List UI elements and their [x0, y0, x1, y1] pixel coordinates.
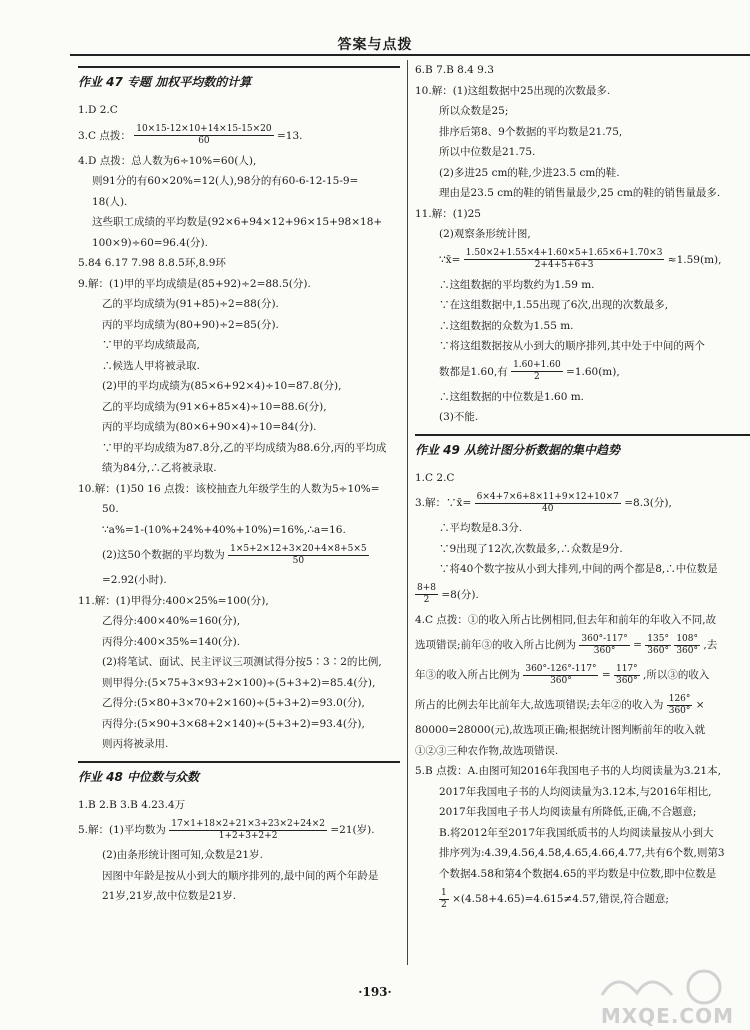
answer-line: ①②③三种农作物,故选项错误. — [415, 744, 559, 757]
answer-line: ∵在这组数据中,1.55出现了6次,出现的次数最多, — [439, 299, 669, 311]
answer-line: 1.B 2.B 3.B 4.23.4万 — [78, 798, 186, 811]
answer-line: 4.C 点拨：①的收入所占比例相同,但去年和前年的年收入不同,故 — [415, 613, 717, 626]
fraction — [674, 634, 700, 657]
answer-line: 11.解：(1)甲得分:400×25%=100(分), — [78, 594, 269, 607]
answer-line — [415, 245, 750, 275]
text: =1.60(m), — [566, 365, 620, 378]
answer-line: 9.解：(1)甲的平均成绩是(85+92)÷2=88.5(分). — [78, 277, 311, 290]
answer-line: ∴这组数据的众数为1.55 m. — [439, 319, 574, 332]
watermark-text: MXQE.COM — [600, 1004, 734, 1028]
answer-line: 乙得分:(5×80+3×70+2×160)÷(5+3+2)=93.0(分), — [102, 697, 365, 709]
answer-line: ∴这组数据的平均数约为1.59 m. — [439, 278, 595, 291]
numerator: 126° — [668, 693, 691, 704]
answer-line: (2)观察条形统计图, — [439, 228, 531, 240]
section-title-47: 作业 47 专题 加权平均数的计算 — [78, 66, 400, 94]
text: = — [633, 639, 642, 651]
text: =21(岁). — [330, 824, 375, 836]
answer-line: 所以中位数是21.75. — [439, 146, 536, 158]
answer-line: ∴这组数据的中位数是1.60 m. — [439, 390, 585, 403]
answer-line: ∵甲的平均成绩为87.8分,乙的平均成绩为88.6分,丙的平均成 — [102, 441, 387, 454]
answer-line: 乙得分:400×40%=160(分), — [102, 615, 241, 627]
answer-line: (3)不能. — [439, 411, 479, 423]
fraction — [645, 634, 671, 657]
numerator: 360°-117° — [581, 633, 628, 644]
answer-line — [415, 884, 750, 914]
denominator: 2 — [534, 372, 540, 382]
answer-line: 11.解：(1)25 — [415, 207, 481, 220]
answer-line — [415, 580, 750, 610]
answer-line: 丙的平均成绩为(80+90)÷2=85(分). — [102, 318, 279, 331]
text: 3.解：∵x̄= — [415, 497, 472, 509]
answer-line: (2)将笔试、面试、民主评议三项测试得分按5∶3∶2的比例, — [102, 656, 382, 668]
answer-line: 1.D 2.C — [78, 104, 118, 116]
answer-line: ∴平均数是8.3分. — [439, 522, 523, 534]
answer-line: 则91分的有60×20%=12(人),98分的有60-6-12-15-9= — [92, 175, 359, 187]
answer-line: 则丙将被录用. — [102, 738, 169, 750]
denominator: 360° — [647, 645, 669, 656]
section-title-49: 作业 49 从统计图分析数据的集中趋势 — [415, 434, 750, 462]
fraction — [667, 694, 693, 717]
answer-line: 则甲得分:(5×75+3×93+2×100)÷(5+3+2)=85.4(分), — [102, 676, 376, 689]
denominator: 360° — [615, 675, 638, 686]
answer-line — [78, 815, 400, 845]
denominator: 2 — [441, 899, 447, 910]
answer-line — [415, 357, 750, 387]
text: 数都是1.60,有 — [439, 365, 508, 378]
answer-line: 所以众数是25; — [439, 105, 509, 117]
answer-line: (2)多进25 cm的鞋,少进23.5 cm的鞋. — [439, 166, 620, 179]
denominator: 40 — [542, 503, 554, 514]
answer-line: (2)甲的平均成绩为(85×6+92×4)÷10=87.8(分), — [102, 380, 342, 392]
fraction — [169, 819, 327, 842]
denominator: 60 — [198, 136, 210, 146]
answer-line: 10.解：(1)这组数据中25出现的次数最多. — [415, 84, 611, 97]
numerator: 10×15-12×10+14×15-15×20 — [136, 124, 272, 134]
answer-line: 80000=28000(元),故选项正确;根据统计图判断前年的收入就 — [415, 724, 706, 736]
answer-line: 18(人). — [92, 195, 128, 208]
answer-line: ∵9出现了12次,次数最多,∴众数是9分. — [439, 542, 623, 555]
text: 3.C 点拨： — [78, 129, 131, 142]
answer-line: ∵将40个数字按从小到大排列,中间的两个都是8,∴中位数是 — [439, 563, 718, 575]
answer-line: 个数据4.58和第4个数据4.65的平均数是中位数,即中位数是 — [439, 867, 717, 880]
fraction — [415, 583, 438, 606]
text: 5.解：(1)平均数为 — [78, 824, 166, 836]
answer-line: 丙的平均成绩为(80×6+90×4)÷10=84(分). — [102, 421, 317, 433]
numerator: 117° — [615, 663, 638, 674]
numerator: 6×4+7×6+8×11+9×12+10×7 — [476, 491, 619, 502]
answer-line: 理由是23.5 cm的鞋的销售量最少,25 cm的鞋的销售量最多. — [439, 187, 721, 199]
answer-line: 绩为84分,∴乙将被录取. — [102, 462, 217, 474]
page-number: ·193· — [358, 985, 392, 999]
fraction — [134, 124, 273, 147]
numerator: 1×5+2×12+3×20+4×8+5×5 — [230, 543, 367, 554]
answer-line: 2017年我国电子书的人均阅读量为3.12本,与2016年相比, — [439, 785, 712, 798]
text: ,所以③的收入 — [643, 669, 710, 681]
text: =8(分). — [441, 588, 479, 601]
answer-line: ∵a%=1-(10%+24%+40%+10%)=16%,∴a=16. — [102, 523, 346, 536]
text: 年③的收入所占比例为 — [415, 669, 520, 681]
fraction — [464, 248, 665, 271]
text: =8.3(分), — [624, 497, 672, 509]
answer-line: 50. — [102, 503, 119, 515]
denominator: 360° — [593, 645, 616, 656]
fraction — [614, 664, 640, 687]
denominator: 50 — [292, 555, 305, 566]
fraction — [475, 492, 621, 515]
page-header — [0, 0, 750, 58]
answer-line: 排序后第8、9个数据的平均数是21.75, — [439, 125, 623, 138]
answer-line: ∵将这组数据按从小到大的顺序排列,其中处于中间的两个 — [439, 340, 705, 352]
numerator: 108° — [676, 633, 699, 644]
answer-line: 乙的平均成绩为(91×6+85×4)÷10=88.6(分), — [102, 400, 327, 413]
answer-line — [78, 540, 400, 570]
answer-line: 21岁,21岁,故中位数是21岁. — [102, 890, 237, 902]
answer-line: 5.84 6.17 7.98 8.8.5环,8.9环 — [78, 257, 226, 269]
section-title-48: 作业 48 中位数与众数 — [78, 761, 400, 789]
answer-line: 因图中年龄是按从小到大的顺序排列的,最中间的两个年龄是 — [102, 869, 379, 882]
numerator: 135° — [647, 633, 669, 644]
fraction — [511, 360, 563, 383]
answer-line: B.将2012年至2017年我国纸质书的人均阅读量按从小到大 — [439, 826, 714, 839]
text: ,去 — [703, 639, 718, 651]
right-column — [415, 60, 750, 914]
numerator: 17×1+18×2+21×3+23×2+24×2 — [171, 818, 326, 829]
answer-line: ∵甲的平均成绩最高, — [102, 339, 200, 351]
numerator: 8+8 — [417, 583, 436, 593]
text: ×(4.58+4.65)=4.615≠4.57,错误,符合题意; — [452, 893, 669, 905]
text: ∵x̄= — [439, 253, 461, 266]
numerator: 1.50×2+1.55×4+1.60×5+1.65×6+1.70×3 — [465, 248, 663, 258]
fraction — [228, 544, 369, 567]
fraction — [579, 634, 629, 657]
denominator: 2 — [423, 595, 430, 605]
denominator: 2+4+5+6+3 — [534, 260, 594, 270]
answer-line — [78, 121, 400, 151]
answer-line: 100×9)÷60=96.4(分). — [92, 236, 208, 249]
denominator: 360° — [550, 675, 572, 686]
fraction — [523, 664, 598, 687]
left-column — [78, 60, 400, 907]
text: ≈1.59(m), — [667, 253, 722, 266]
answer-line — [415, 630, 750, 660]
denominator: 360° — [676, 645, 699, 656]
answer-line: (2)由条形统计图可知,众数是21岁. — [102, 849, 263, 861]
answer-line: 6.B 7.B 8.4 9.3 — [415, 64, 494, 76]
numerator: 360°-126°-117° — [525, 663, 597, 674]
numerator: 1 — [441, 887, 447, 898]
answer-line: =2.92(小时). — [102, 574, 167, 586]
answer-line: 5.B 点拨：A.由图可知2016年我国电子书的人均阅读量为3.21本, — [415, 765, 721, 777]
answer-line: 10.解：(1)50 16 点拨：该校抽查九年级学生的人数为5÷10%= — [78, 482, 380, 495]
answer-line: 2017年我国电子书人均阅读量有所降低,正确,不合题意; — [439, 806, 697, 818]
answer-line — [415, 488, 750, 518]
header-title: 答案与点拨 — [337, 37, 413, 53]
answer-line: 乙的平均成绩为(91+85)÷2=88(分). — [102, 298, 279, 310]
denominator: 360° — [668, 705, 691, 716]
answer-line: 这些职工成绩的平均数是(92×6+94×12+96×15+98×18+ — [92, 216, 383, 228]
fraction — [439, 888, 449, 911]
answer-line: 丙得分:400×35%=140(分). — [102, 635, 241, 648]
answer-line: 1.C 2.C — [415, 471, 455, 484]
column-divider — [407, 60, 408, 965]
answer-line: 4.D 点拨：总人数为6÷10%=60(人), — [78, 154, 257, 167]
numerator: 1.60+1.60 — [513, 360, 561, 370]
denominator: 1+2+3+2+2 — [218, 830, 278, 841]
text: (2)这50个数据的平均数为 — [102, 549, 225, 561]
text: = — [601, 669, 611, 681]
answer-line: ∴候选人甲将被录取. — [102, 359, 200, 372]
text: × — [695, 699, 705, 711]
answer-line — [415, 660, 750, 690]
text: 所占的比例去年比前年大,故选项错误;去年②的收入为 — [415, 699, 664, 711]
answer-line — [415, 690, 750, 720]
header-rule — [70, 54, 750, 56]
answer-line: 丙得分:(5×90+3×68+2×140)÷(5+3+2)=93.4(分), — [102, 717, 365, 730]
text: =13. — [276, 129, 303, 142]
answer-line: 排序列为:4.39,4.56,4.58,4.65,4.66,4.77,共有6个数,则第3 — [439, 847, 725, 859]
text: 选项错误;前年③的收入所占比例为 — [415, 639, 577, 651]
